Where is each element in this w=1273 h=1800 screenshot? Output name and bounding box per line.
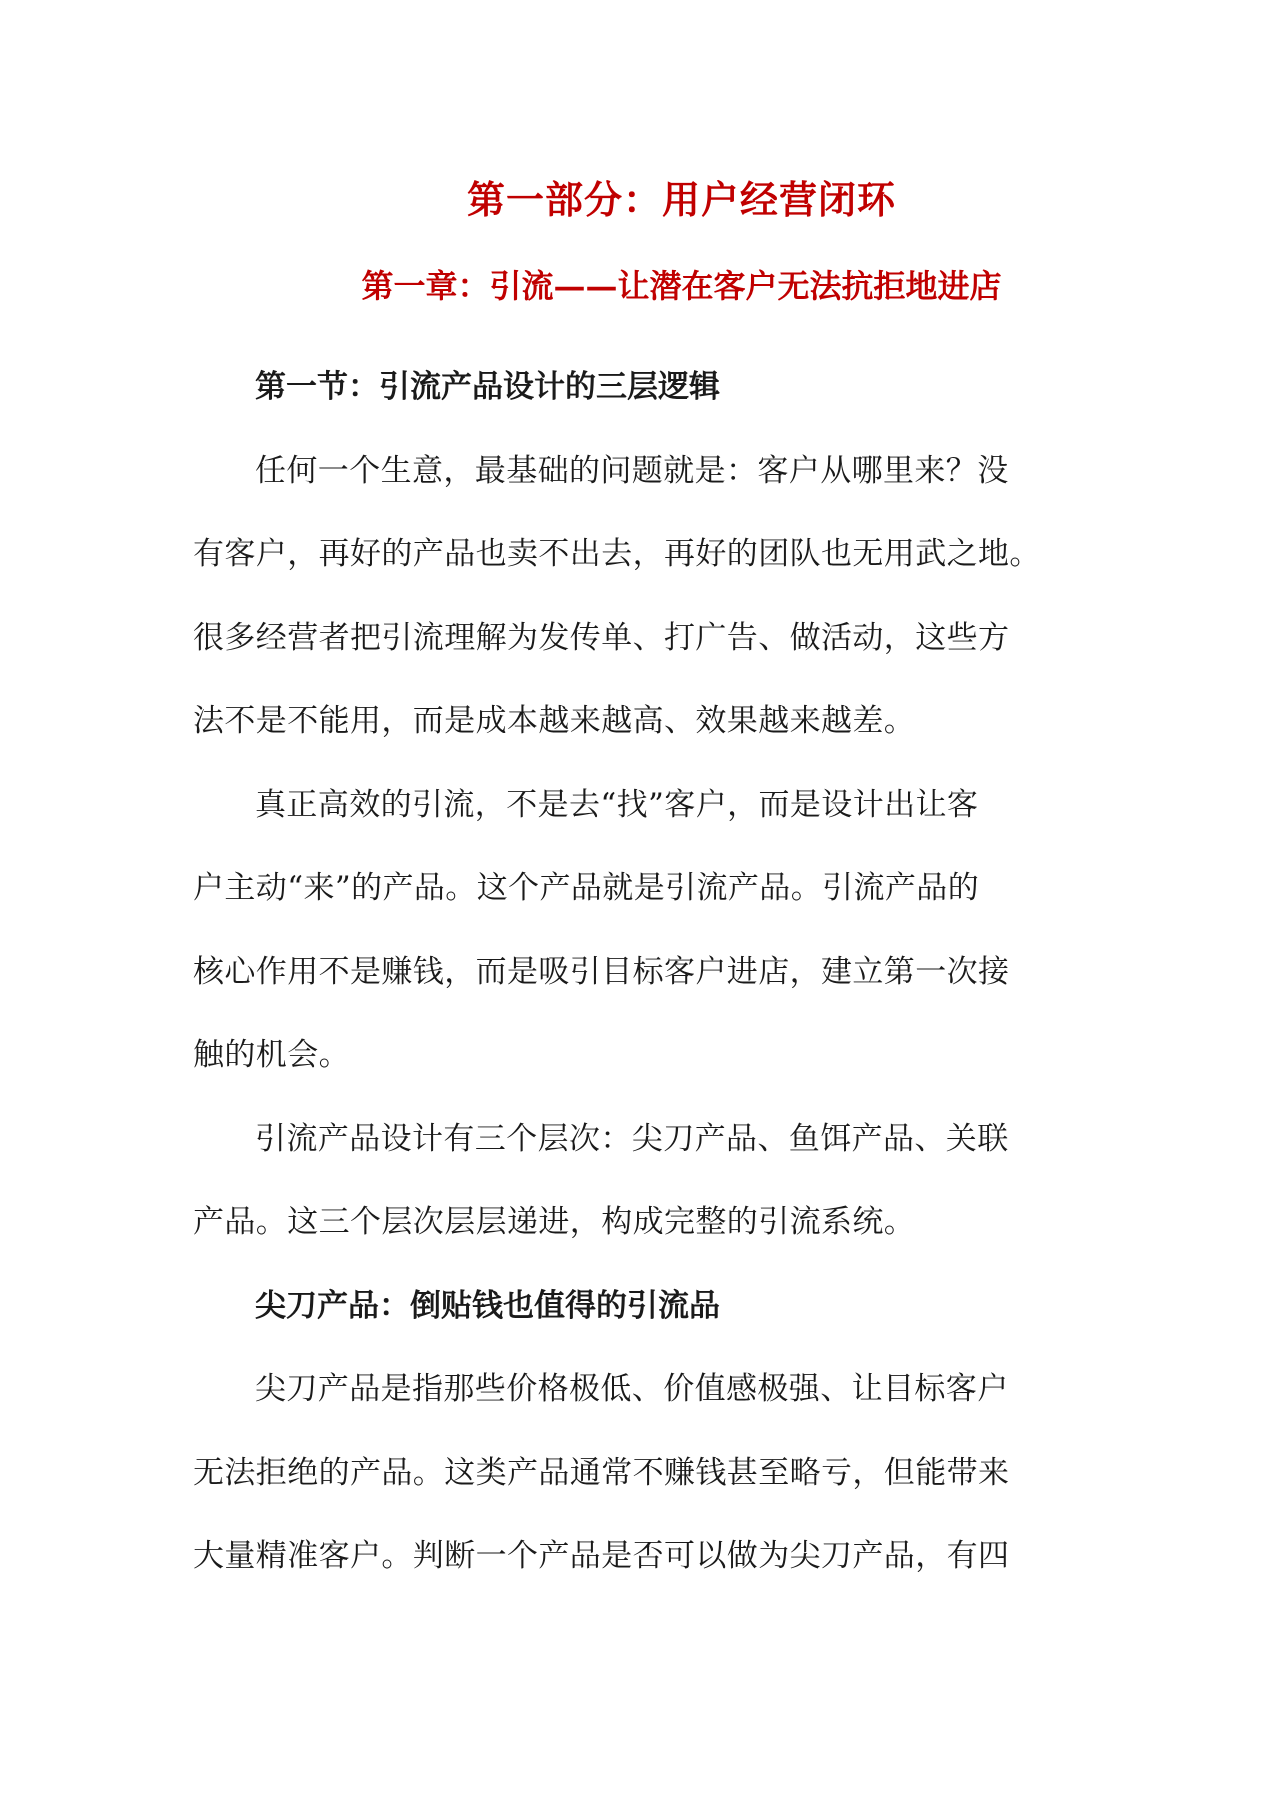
paragraph-line: 户主动“来”的产品。这个产品就是引流产品。引流产品的	[193, 870, 980, 906]
paragraph	[193, 1348, 1083, 1599]
paragraph-line: 真正高效的引流，不是去“找”客户，而是设计出让客	[255, 786, 979, 823]
document-body	[193, 346, 1083, 1599]
paragraph-line: 法不是不能用，而是成本越来越高、效果越来越差。	[193, 703, 916, 739]
paragraph-line: 引流产品设计有三个层次：尖刀产品、鱼饵产品、关联	[255, 1120, 1009, 1157]
part-title: 第一部分：用户经营闭环	[466, 177, 896, 222]
paragraph	[193, 764, 1083, 1098]
subheading: 尖刀产品：倒贴钱也值得的引流品	[255, 1287, 720, 1324]
paragraph-line: 很多经营者把引流理解为发传单、打广告、做活动，这些方	[193, 619, 1010, 656]
paragraph-line: 无法拒绝的产品。这类产品通常不赚钱甚至略亏，但能带来	[193, 1454, 1010, 1491]
section-title: 第一节：引流产品设计的三层逻辑	[255, 369, 720, 405]
paragraph-line: 大量精准客户。判断一个产品是否可以做为尖刀产品，有四	[193, 1538, 1010, 1574]
paragraph-line: 有客户，再好的产品也卖不出去，再好的团队也无用武之地。	[193, 536, 1041, 572]
paragraph-line: 核心作用不是赚钱，而是吸引目标客户进店，建立第一次接	[193, 953, 1010, 990]
paragraph	[193, 1098, 1083, 1265]
chapter-title: 第一章：引流——让潜在客户无法抗拒地进店	[361, 267, 1002, 305]
paragraph-line: 触的机会。	[193, 1037, 350, 1073]
paragraph-line: 尖刀产品是指那些价格极低、价值感极强、让目标客户	[255, 1371, 1009, 1407]
paragraph-line: 产品。这三个层次层层递进，构成完整的引流系统。	[193, 1204, 916, 1240]
paragraph	[193, 430, 1083, 764]
paragraph-line: 任何一个生意，最基础的问题就是：客户从哪里来？没	[255, 452, 1009, 489]
